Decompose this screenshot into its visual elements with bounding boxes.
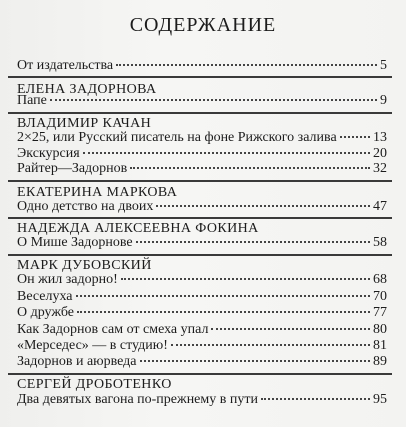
section-divider	[8, 112, 392, 114]
author-name: НАДЕЖДА АЛЕКСЕЕВНА ФОКИНА	[17, 221, 259, 236]
contents-title: СОДЕРЖАНИЕ	[129, 14, 277, 36]
entry-page: 58	[373, 235, 387, 250]
entry-page: 81	[373, 338, 387, 353]
author-name: ВЛАДИМИР КАЧАН	[17, 116, 152, 131]
entry-page: 9	[380, 93, 387, 108]
dot-leader	[261, 398, 370, 400]
entry-title: Райтер—Задорнов	[17, 161, 128, 176]
toc-entry[interactable]	[17, 322, 387, 339]
dot-leader	[340, 136, 370, 138]
dot-leader	[83, 152, 370, 154]
dot-leader	[136, 241, 370, 243]
section-divider	[8, 254, 392, 256]
entry-title: О Мише Задорнове	[17, 235, 133, 250]
dot-leader	[140, 360, 370, 362]
entry-page: 70	[373, 289, 387, 304]
author-name: СЕРГЕЙ ДРОБОТЕНКО	[17, 377, 172, 392]
dot-leader	[211, 328, 370, 330]
toc-entry[interactable]	[17, 272, 387, 289]
entry-page: 80	[373, 322, 387, 337]
toc-entry[interactable]	[17, 58, 387, 75]
entry-title: О дружбе	[17, 305, 75, 320]
entry-title: Папе	[17, 93, 47, 108]
dot-leader	[50, 99, 377, 101]
entry-title: От издательства	[17, 58, 114, 73]
entry-page: 47	[373, 199, 387, 214]
entry-page: 68	[373, 272, 387, 287]
toc-entry[interactable]	[17, 289, 387, 306]
entry-page: 5	[380, 58, 387, 73]
entry-title: Он жил задорно!	[17, 272, 118, 287]
toc-entry[interactable]	[17, 235, 387, 252]
entry-page: 77	[373, 305, 387, 320]
dot-leader	[121, 278, 370, 280]
entry-title: «Мерседес» — в студию!	[17, 338, 168, 353]
dot-leader	[76, 295, 370, 297]
entry-title: Экскурсия	[17, 146, 80, 161]
toc-entry[interactable]	[17, 199, 387, 216]
dot-leader	[171, 344, 370, 346]
section-divider	[8, 373, 392, 375]
section-divider	[8, 76, 392, 78]
entry-title: Задорнов и аюрведа	[17, 354, 137, 369]
dot-leader	[116, 64, 377, 66]
author-name: ЕЛЕНА ЗАДОРНОВА	[17, 82, 157, 97]
toc-entry[interactable]	[17, 392, 387, 409]
entry-title: Веселуха	[17, 289, 73, 304]
toc-entry[interactable]	[17, 93, 387, 110]
entry-title: Два девятых вагона по-прежнему в пути	[17, 392, 258, 407]
toc-entry[interactable]	[17, 161, 387, 178]
toc-entry[interactable]	[17, 354, 387, 371]
entry-page: 89	[373, 354, 387, 369]
dot-leader	[77, 311, 370, 313]
toc-entry[interactable]	[17, 305, 387, 322]
section-divider	[8, 217, 392, 219]
entry-title: 2×25, или Русский писатель на фоне Рижского залива	[17, 130, 337, 145]
author-name: МАРК ДУБОВСКИЙ	[17, 258, 152, 273]
toc-entry[interactable]	[17, 130, 387, 147]
entry-title: Одно детство на двоих	[17, 199, 154, 214]
dot-leader	[130, 167, 370, 169]
entry-page: 32	[373, 161, 387, 176]
entry-page: 13	[373, 130, 387, 145]
entry-title: Как Задорнов сам от смеха упал	[17, 322, 209, 337]
entry-page: 95	[373, 392, 387, 407]
author-name: ЕКАТЕРИНА МАРКОВА	[17, 185, 178, 200]
toc-entry[interactable]	[17, 338, 387, 355]
entry-page: 20	[373, 146, 387, 161]
dot-leader	[156, 205, 370, 207]
section-divider	[8, 180, 392, 182]
